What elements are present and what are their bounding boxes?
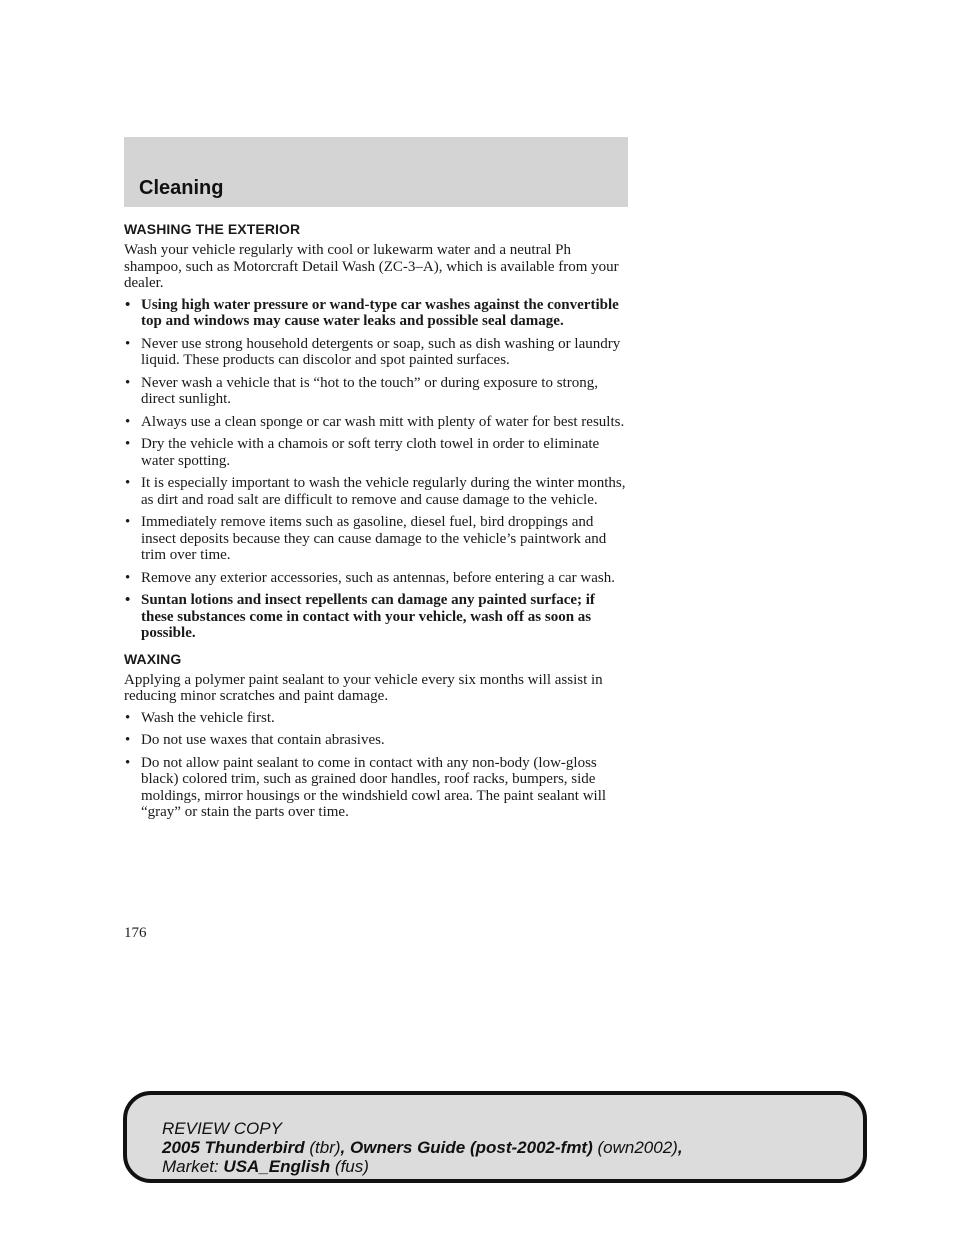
- footer-guide: Owners Guide (post-2002-fmt): [350, 1138, 593, 1157]
- list-item-text: Dry the vehicle with a chamois or soft terry cloth towel in order to eliminate water spotting.: [141, 436, 600, 469]
- list-item-text: Do not use waxes that contain abrasives.: [141, 732, 385, 748]
- list-item: [124, 414, 629, 431]
- list-item: [124, 375, 629, 408]
- section-title: Cleaning: [139, 177, 224, 199]
- washing-intro: Wash your vehicle regularly with cool or lukewarm water and a neutral Ph shampoo, such as Motorcraft Detail Wash (ZC-3–A), which is available from your dealer.: [124, 242, 619, 291]
- waxing-heading: WAXING: [124, 650, 182, 667]
- waxing-intro: Applying a polymer paint sealant to your vehicle every six months will assist in reducing minor scratches and paint damage.: [124, 671, 603, 704]
- list-item-text: Wash the vehicle first.: [141, 709, 275, 726]
- footer-market-code: (fus): [334, 1157, 369, 1176]
- bullet-icon: •: [125, 592, 131, 608]
- washing-bullet-list: [124, 297, 629, 642]
- bullet-icon: •: [125, 436, 131, 452]
- bullet-icon: •: [125, 709, 131, 726]
- list-item-text: Never wash a vehicle that is “hot to the touch” or during exposure to strong, direct sunlight.: [141, 374, 598, 407]
- footer-market: USA_English: [223, 1157, 331, 1176]
- list-item: [124, 514, 629, 564]
- list-item-text: Remove any exterior accessories, such as antennas, before entering a car wash.: [141, 569, 615, 586]
- list-item: [124, 710, 629, 727]
- footer-sep-1: ,: [340, 1138, 350, 1157]
- footer-guide-code: (own2002): [597, 1138, 678, 1157]
- bullet-icon: •: [125, 296, 131, 313]
- footer-sep-2: ,: [677, 1138, 683, 1157]
- list-item: [124, 436, 629, 469]
- bullet-icon: •: [125, 514, 131, 530]
- list-item-text: It is especially important to wash the vehicle regularly during the winter months, as dirt and road salt are difficult to remove and cause damage to the vehicle.: [141, 475, 626, 508]
- section-header: [124, 137, 628, 207]
- list-item-text: Immediately remove items such as gasoline, diesel fuel, bird droppings and insect deposits because they can cause damage to the vehicle’s paintwork and trim over time.: [141, 514, 607, 563]
- bullet-icon: •: [125, 732, 131, 748]
- list-item-text: Suntan lotions and insect repellents can damage any painted surface; if these substances come in contact with your vehicle, wash off as soon as possible.: [141, 592, 595, 641]
- review-copy-label: REVIEW COPY: [162, 1119, 282, 1138]
- list-item-text: Using high water pressure or wand-type car washes against the convertible top and windows may cause water leaks and possible seal damage.: [141, 296, 619, 329]
- footer-market-label: Market:: [162, 1157, 219, 1176]
- list-item: [124, 475, 629, 508]
- bullet-icon: •: [125, 335, 131, 352]
- washing-heading: WASHING THE EXTERIOR: [124, 221, 301, 237]
- bullet-icon: •: [125, 475, 131, 491]
- page-number: 176: [124, 925, 147, 941]
- waxing-bullet-list: [124, 710, 629, 821]
- list-item-text: Do not allow paint sealant to come in contact with any non-body (low-gloss black) colored trim, such as grained door handles, roof racks, bumpers, side moldings, mirror housings or the windshield cowl area. The paint sealant will “gray” or stain the parts over time.: [141, 754, 607, 820]
- list-item: [124, 755, 629, 821]
- list-item-text: Never use strong household detergents or soap, such as dish washing or laundry liquid. These products can discolor and spot painted surfaces.: [141, 335, 621, 368]
- list-item: [124, 570, 629, 587]
- bullet-icon: •: [125, 569, 131, 586]
- list-item: [124, 732, 629, 749]
- list-item: [124, 336, 629, 369]
- bullet-icon: •: [125, 754, 131, 771]
- list-item: [124, 592, 629, 642]
- list-item-text: Always use a clean sponge or car wash mitt with plenty of water for best results.: [141, 413, 625, 430]
- footer-text: [162, 1119, 683, 1176]
- footer-model-code: (tbr): [309, 1138, 341, 1157]
- list-item: [124, 297, 629, 330]
- review-copy-footer: [123, 1091, 867, 1183]
- bullet-icon: •: [125, 374, 131, 391]
- page-content: [124, 220, 629, 827]
- bullet-icon: •: [125, 413, 131, 430]
- footer-model: 2005 Thunderbird: [162, 1138, 305, 1157]
